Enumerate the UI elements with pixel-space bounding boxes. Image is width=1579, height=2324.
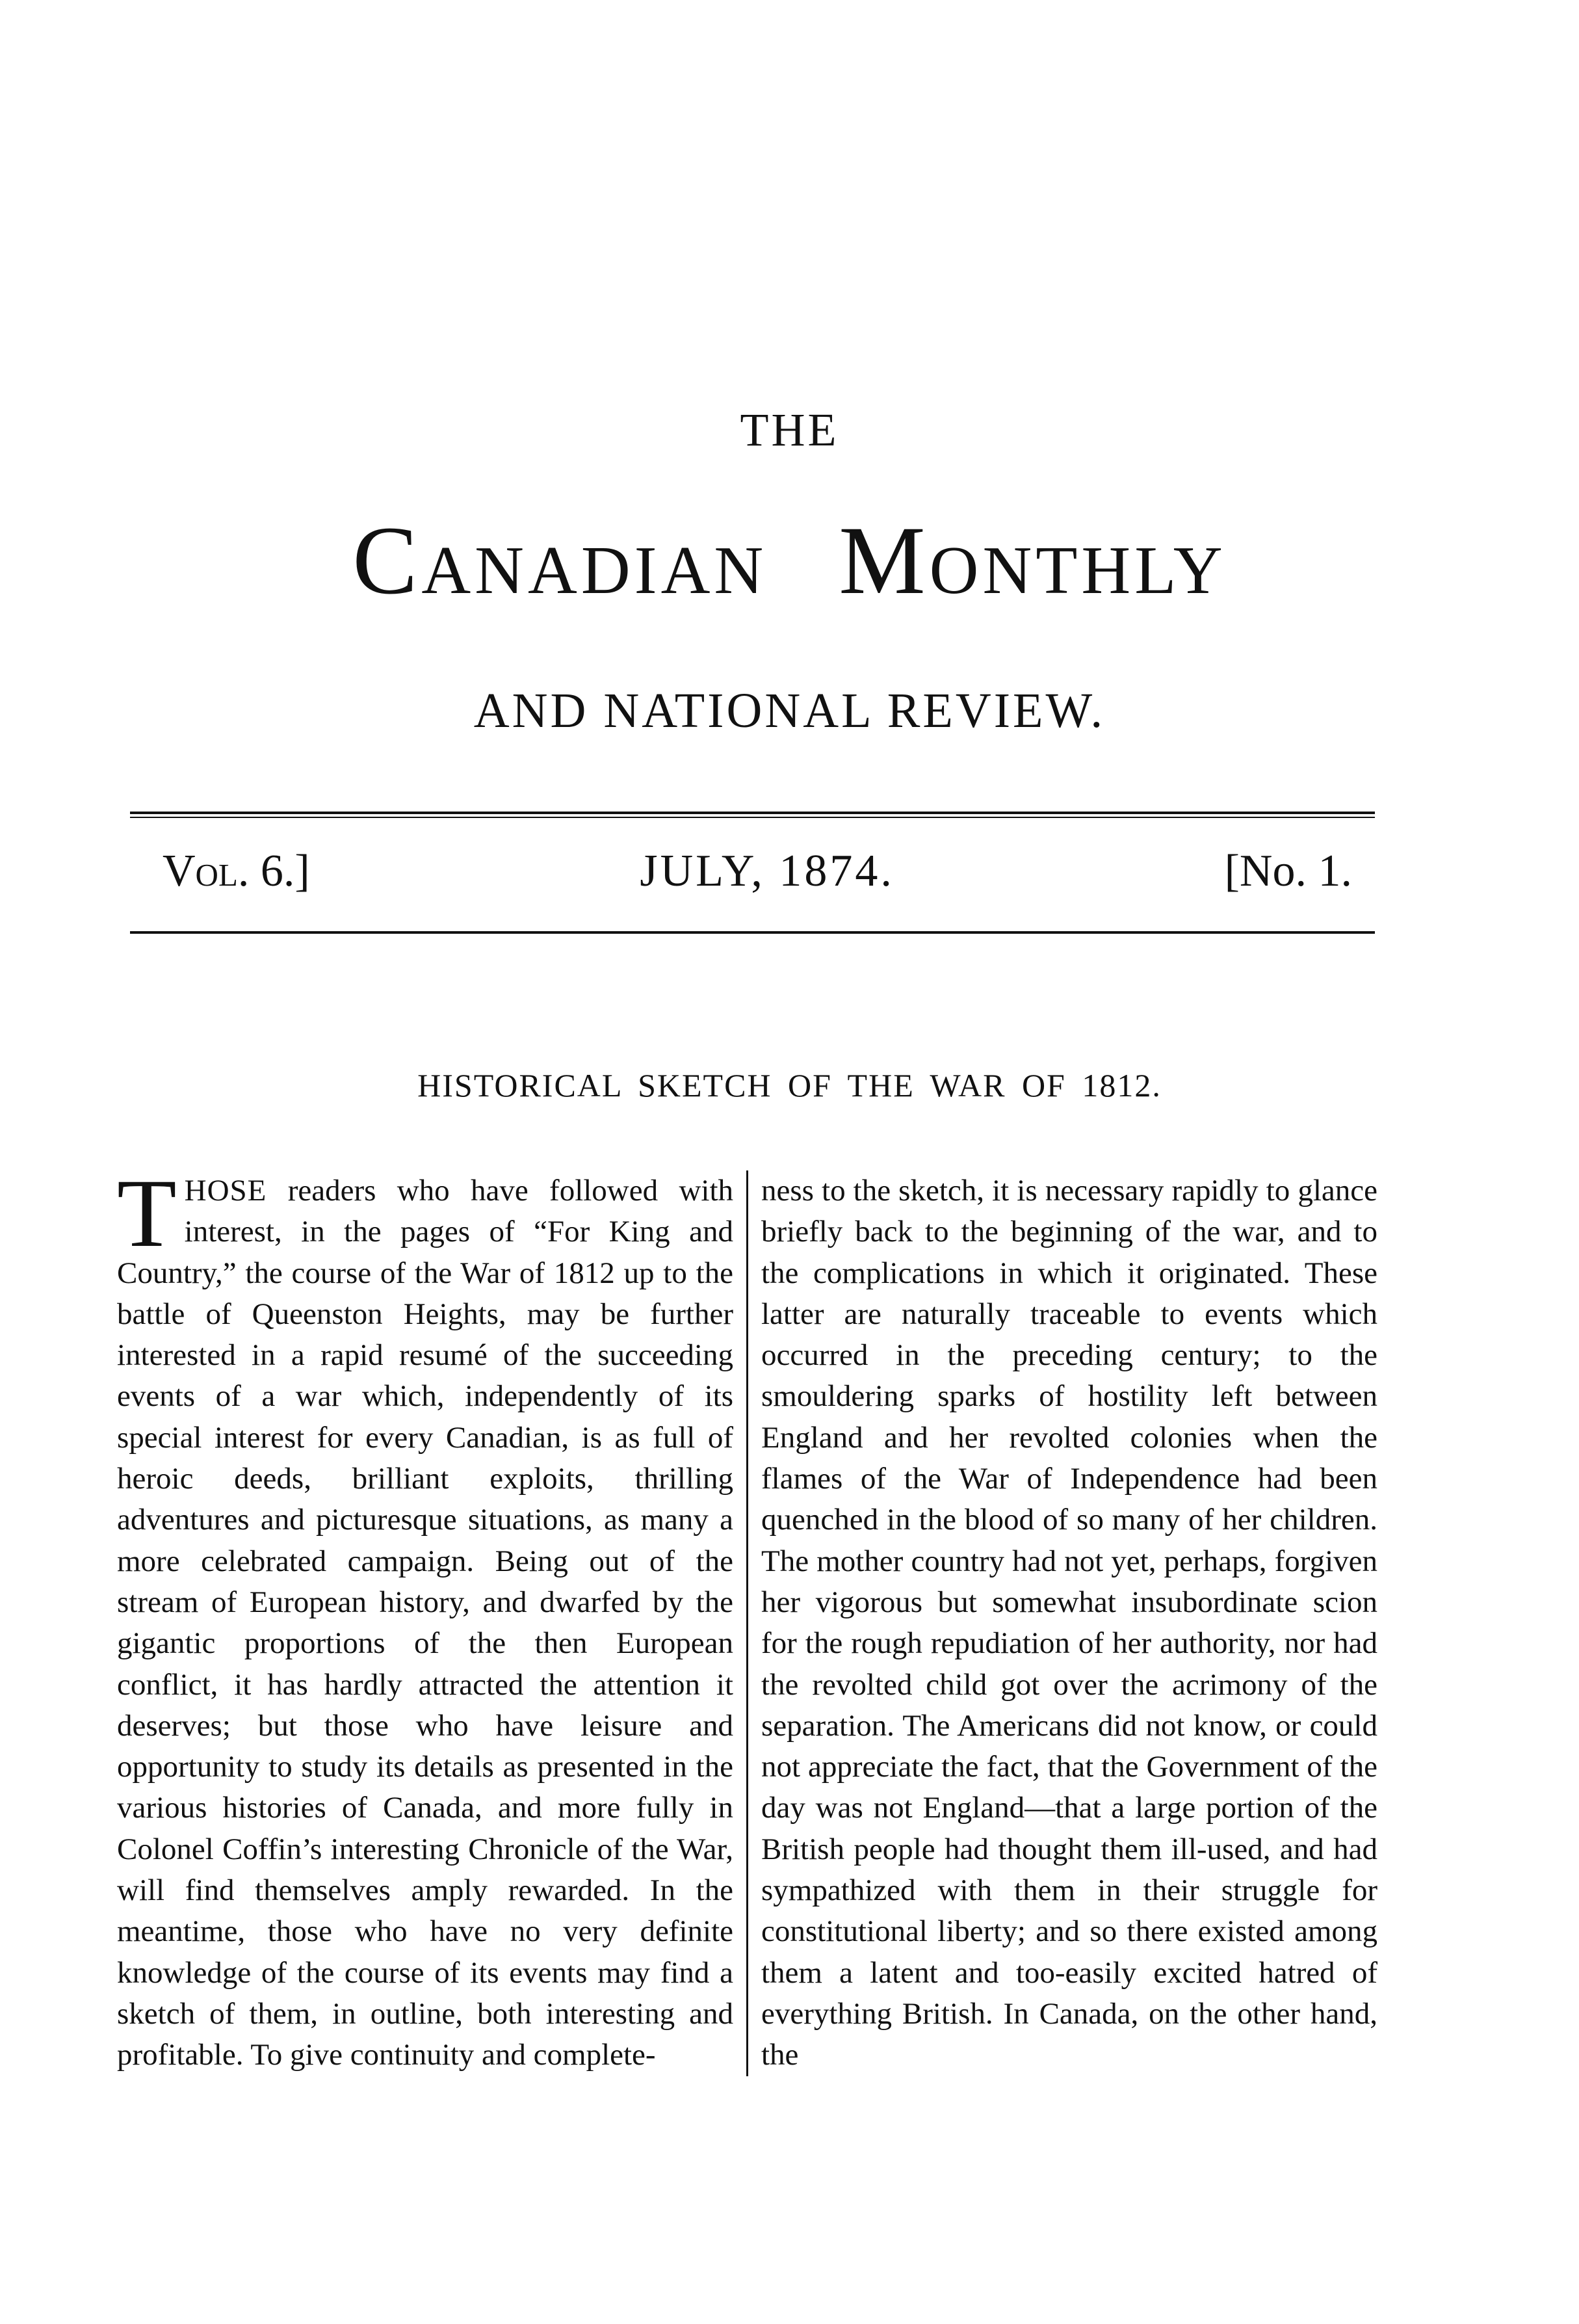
issue-date: JULY, 1874.: [640, 846, 894, 896]
masthead-title-monthly: Monthly: [839, 507, 1227, 614]
drop-cap: T: [117, 1159, 177, 1267]
top-rule-thin: [130, 817, 1375, 818]
issue-volume: Vol. 6.]: [163, 846, 310, 896]
bottom-rule: [130, 931, 1375, 934]
article-column-right: [746, 1170, 1377, 2076]
masthead-title-canadian: Canadian: [352, 507, 768, 614]
top-rule: [130, 812, 1375, 814]
left-column-text: readers who have followed with interest, in the pages of “For King and Country,” the course of the War of 1812 up to the battle of Queenston Heights, may be further interested in a rapid resumé of the succeeding events of a war which, independently of its special interest for every Canadian, is as full of heroic deeds, brilliant exploits, thrilling adventures and picturesque situations, as many a more celebrated campaign. Being out of the stream of European history, and dwarfed by the gigantic proportions of the then European conflict, it has hardly attracted the attention it deserves; but those who have leisure and opportunity to study its details as presented in the various histories of Canada, and more fully in Colonel Coffin’s interesting Chronicle of the War, will find themselves amply rewarded. In the meantime, those who have no very definite knowledge of the course of its events may find a sketch of them, in outline, both interesting and profitable. To give continuity and complete-: [117, 1174, 733, 2072]
lead-word: HOSE: [184, 1174, 267, 1208]
article-column-left: [117, 1159, 746, 2076]
issue-line: [163, 845, 1352, 897]
article-columns: [117, 1159, 1378, 2076]
article-title: HISTORICAL SKETCH OF THE WAR OF 1812.: [417, 1067, 1162, 1103]
masthead-the: THE: [740, 404, 839, 456]
masthead-subtitle: AND NATIONAL REVIEW.: [473, 683, 1106, 738]
masthead-title: [0, 507, 1579, 614]
right-column-text: ness to the sketch, it is necessary rapidly to glance briefly back to the beginning of the war, and to the complications in which it originated. These latter are naturally traceable to events which occurred in the preceding century; to the smouldering sparks of hostility left between England and her revolted colonies when the flames of the War of Independence had been quenched in the blood of so many of her children. The mother country had not yet, perhaps, forgiven her vigorous but somewhat insubordinate scion for the rough repudiation of her authority, nor had the revolted child got over the acrimony of the separation. The Americans did not know, or could not appreciate the fact, that the Government of the day was not England—that a large portion of the British people had thought them ill-used, and had sympathized with them in their struggle for constitutional liberty; and so there existed among them a latent and too-easily excited hatred of everything British. In Canada, on the other hand, the: [761, 1174, 1377, 2072]
issue-number: [No. 1.: [1224, 846, 1352, 896]
